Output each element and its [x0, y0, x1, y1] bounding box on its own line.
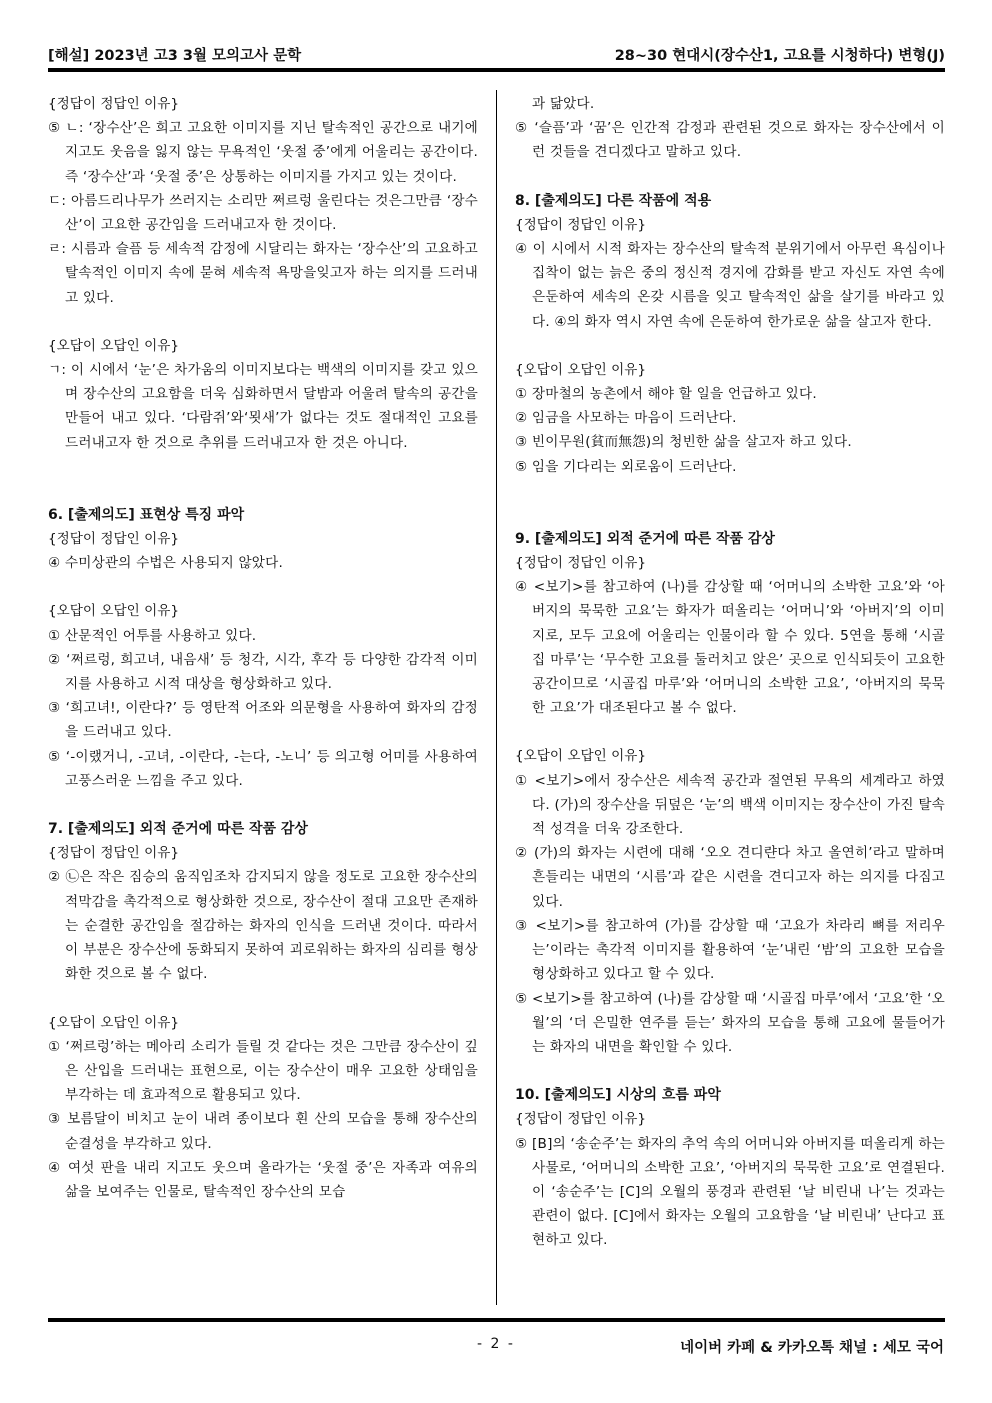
answer-item: ⑤ [B]의 ‘송순주’는 화자의 추억 속의 어머니와 아버지를 떠올리게 하는 사물로, ‘어머니의 소박한 고요’, ‘아버지의 묵묵한 고요’로 연결된다. 이 ‘송순주’는 [C]의 오월의 풍경과 관련된 ‘날 비린내 나’는 것과는 관련이 없다. [C]에서 화자는 오월의 고요함을 ‘날 비린내’ 난다고 표현하고 있다.: [515, 1135, 945, 1249]
answer-item: ④ <보기>를 참고하여 (나)를 감상할 때 ‘어머니의 소박한 고요’와 ‘아버지의 묵묵한 고요’는 화자가 떠올리는 ‘어머니’와 ‘아버지’의 이미지로, 모두 고요에 어울리는 인물이라 할 수 있다. 5연을 통해 ‘시골집 마루’는 ‘무수한 고요를 둘러치고 앉은’ 곳으로 인식되듯이 고요한 공간이므로 ‘시골집 마루’와 ‘어머니의 소박한 고요’, ‘아버지의 묵묵한 고요’가 대조된다고 볼 수 없다.: [515, 579, 945, 717]
wrong-label: {오답이 오답인 이유}: [515, 361, 646, 378]
answer-item: ① 산문적인 어투를 사용하고 있다.: [48, 627, 257, 644]
answer-item: ② ㉡은 작은 짐승의 움직임조차 감지되지 않을 정도로 고요한 장수산의 적막감을 촉각적으로 형상화한 것으로, 장수산이 절대 고요만 존재하는 순결한 공간임을 절감하는 화자의 인식을 드러낸 것이다. 따라서 이 부분은 장수산에 동화되지 못하여 괴로워하는 화자의 심리를 형상화한 것으로 볼 수 없다.: [48, 869, 478, 983]
wrong-label: {오답이 오답인 이유}: [48, 337, 179, 354]
header-title: [해설] 2023년 고3 3월 모의고사 문학: [48, 48, 302, 64]
answer-item: ③ 보름달이 비치고 눈이 내려 종이보다 흰 산의 모습을 통해 장수산의 순결성을 부각하고 있다.: [48, 1111, 478, 1152]
wrong-label: {오답이 오답인 이유}: [48, 1014, 179, 1031]
correct-label: {정답이 정답인 이유}: [48, 531, 179, 548]
answer-item: ④ 이 시에서 시적 화자는 장수산의 탈속적 분위기에서 아무런 욕심이나 집착이 없는 늙은 중의 정신적 경지에 감화를 받고 자신도 자연 속에 은둔하여 세속의 온갖 시름을 잊고 탈속적인 삶을 살기를 바라고 있다. ④의 화자 역시 자연 속에 은둔하여 한가로운 삶을 살고자 한다.: [515, 241, 945, 330]
answer-item: ① 장마철의 농촌에서 해야 할 일을 언급하고 있다.: [515, 386, 817, 403]
correct-label: {정답이 정답인 이유}: [48, 845, 179, 862]
left-column: [48, 92, 478, 1204]
wrong-label: {오답이 오답인 이유}: [48, 603, 179, 620]
question-6-title: 6. [출제의도] 표현상 특징 파악: [48, 506, 245, 523]
answer-item: ④ 수미상관의 수법은 사용되지 않았다.: [48, 555, 283, 572]
page-number: - 2 -: [477, 1336, 515, 1352]
column-divider: [496, 90, 497, 1305]
answer-item: ⑤ ‘-이랬거니, -고녀, -이란다, -는다, -노니’ 등 의고형 어미를 사용하여 고풍스러운 느낌을 주고 있다.: [48, 748, 478, 789]
answer-item: ③ <보기>를 참고하여 (가)를 감상할 때 ‘고요가 차라리 뼈를 저리우는’이라는 촉각적 이미지를 활용하여 ‘눈’내린 ‘밤’의 고요한 모습을 형상화하고 있다고 할 수 있다.: [515, 917, 945, 983]
question-10-title: 10. [출제의도] 시상의 흐름 파악: [515, 1087, 721, 1104]
answer-item: ① <보기>에서 장수산은 세속적 공간과 절연된 무욕의 세계라고 하였다. (가)의 장수산을 뒤덮은 ‘눈’의 백색 이미지는 장수산이 가진 탈속적 성격을 더욱 강조한다.: [515, 772, 945, 838]
answer-item: ㄷ: 아름드리나무가 쓰러지는 소리만 쩌르렁 울린다는 것은그만큼 ‘장수산’이 고요한 공간임을 드러내고자 한 것이다.: [48, 192, 478, 234]
answer-item: ⑤ <보기>를 참고하여 (나)를 감상할 때 ‘시골집 마루’에서 ‘고요’한 ‘오월’의 ‘더 은밀한 연주를 듣는’ 화자의 모습을 통해 고요에 물들어가는 화자의 내면을 확인할 수 있다.: [515, 990, 945, 1055]
footer-channel: 네이버 카페 & 카카오톡 채널 : 세모 국어: [680, 1340, 944, 1356]
answer-item: ㄱ: 이 시에서 ‘눈’은 차가움의 이미지보다는 백색의 이미지를 갖고 있으며 장수산의 고요함을 더욱 심화하면서 달밤과 어울려 탈속의 공간을 만들어 내고 있다. ‘다람쥐’와‘묏새’가 없다는 것도 절대적인 고요를 드러내고자 한 것으로 추위를 드러내고자 한 것은 아니다.: [48, 362, 478, 451]
answer-item: ② ‘쩌르렁, 희고녀, 내음새’ 등 청각, 시각, 후각 등 다양한 감각적 이미지를 사용하고 시적 대상을 형상화하고 있다.: [48, 651, 478, 693]
correct-label: {정답이 정답인 이유}: [48, 96, 179, 112]
answer-item: ㄹ: 시름과 슬픔 등 세속적 감정에 시달리는 화자는 ‘장수산’의 고요하고 탈속적인 이미지 속에 묻혀 세속적 욕망을잊고자 하는 의지를 드러내고 있다.: [48, 241, 478, 306]
answer-item: ⑤ ‘슬픔’과 ‘꿈’은 인간적 감정과 관련된 것으로 화자는 장수산에서 이런 것들을 견디겠다고 말하고 있다.: [515, 120, 945, 161]
right-column: [515, 92, 945, 1253]
answer-item: ④ 여섯 판을 내리 지고도 웃으며 올라가는 ‘웃절 중’은 자족과 여유의 삶을 보여주는 인물로, 탈속적인 장수산의 모습: [48, 1159, 478, 1200]
answer-item-continued: 과 닮았다.: [532, 96, 595, 112]
question-7-title: 7. [출제의도] 외적 준거에 따른 작품 감상: [48, 821, 308, 838]
question-8-title: 8. [출제의도] 다른 작품에 적용: [515, 192, 712, 209]
answer-item: ⑤ ㄴ: ‘장수산’은 희고 고요한 이미지를 지닌 탈속적인 공간으로 내기에 지고도 웃음을 잃지 않는 무욕적인 ‘웃절 중’에게 어울리는 공간이다. 즉 ‘장수산’과 ‘웃절 중’은 상통하는 이미지를 가지고 있는 것이다.: [48, 120, 478, 185]
correct-label: {정답이 정답인 이유}: [515, 555, 646, 572]
page-header: [48, 40, 945, 66]
header-rule: [48, 68, 945, 72]
answer-item: ③ 빈이무원(貧而無怨)의 청빈한 삶을 살고자 하고 있다.: [515, 434, 852, 451]
correct-label: {정답이 정답인 이유}: [515, 1111, 646, 1128]
answer-item: ③ ‘희고녀!, 이란다?’ 등 영탄적 어조와 의문형을 사용하여 화자의 감정을 드러내고 있다.: [48, 700, 478, 741]
answer-item: ② 임금을 사모하는 마음이 드러난다.: [515, 410, 737, 427]
footer-rule: [48, 1318, 945, 1322]
header-subtitle: 28~30 현대시(장수산1, 고요를 시청하다) 변형(J): [614, 48, 945, 64]
answer-item: ① ‘쩌르렁’하는 메아리 소리가 들릴 것 같다는 것은 그만큼 장수산이 깊은 산입을 드러내는 표현으로, 이는 장수산이 매우 고요한 상태임을 부각하는 데 효과적으로 활용되고 있다.: [48, 1038, 478, 1104]
answer-item: ② (가)의 화자는 시련에 대해 ‘오오 견디랸다 차고 올연히’라고 말하며 흔들리는 내면의 ‘시름’과 같은 시련을 견디고자 하는 의지를 다짐고 있다.: [515, 845, 945, 910]
wrong-label: {오답이 오답인 이유}: [515, 748, 646, 765]
correct-label: {정답이 정답인 이유}: [515, 216, 646, 233]
question-9-title: 9. [출제의도] 외적 준거에 따른 작품 감상: [515, 530, 775, 547]
answer-item: ⑤ 임을 기다리는 외로움이 드러난다.: [515, 458, 737, 475]
